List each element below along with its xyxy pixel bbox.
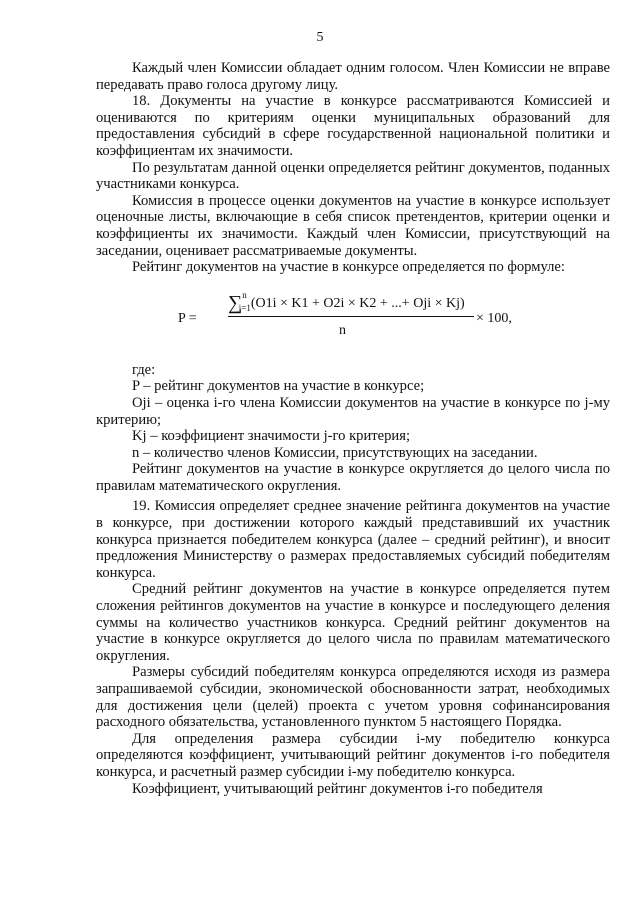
sum-lower-limit: i=1 (238, 302, 251, 313)
definitions-block (96, 362, 610, 495)
formula-numerator (228, 289, 465, 314)
definition-line: Oji – оценка i-го члена Комиссии документов на участие в конкурсе по j-му критерию; (96, 394, 610, 428)
definition-line: где: (132, 361, 156, 378)
definition-line: Kj – коэффициент значимости j-го критерия; (132, 428, 410, 445)
numerator-expression: (O1i × K1 + O2i × K2 + ...+ Oji × Kj) (250, 295, 465, 311)
page-number: 5 (316, 30, 324, 45)
sum-symbol: ∑ (228, 291, 243, 314)
paragraph: По результатам данной оценки определяется рейтинг документов, поданных участниками конкурса. (96, 159, 610, 193)
paragraph: Для определения размера субсидии i-му победителю конкурса определяются коэффициент, учитывающий рейтинг документов i-го победителя конкурса, и расчетный размер субсидии i-му победителю конкурса. (96, 730, 610, 780)
definition-line: P – рейтинг документов на участие в конкурсе; (132, 378, 425, 395)
rating-formula (96, 284, 610, 362)
paragraph: 19. Комиссия определяет среднее значение рейтинга документов на участие в конкурсе, при достижении которого каждый представивший их участник конкурса признается победителем конкурса (далее – средний рейтинг), и вносит предложения Министерству о размерах предоставляемых субсидий победителям конкурса. (96, 498, 610, 581)
formula-denominator: n (339, 322, 346, 338)
fraction-bar (228, 316, 474, 317)
paragraph: Каждый член Комиссии обладает одним голосом. Член Комиссии не вправе передавать право голоса другому лицу. (96, 60, 610, 93)
document-body (96, 60, 610, 797)
definition-line: Рейтинг документов на участие в конкурсе округляется до целого числа по правилам математического округления. (96, 461, 610, 494)
paragraph: Средний рейтинг документов на участие в конкурсе определяется путем сложения рейтингов документов на участие в конкурсе и последующего деления суммы на количество участников конкурса. Средний рейтинг документов на участие в конкурсе округляется до целого числа по правилам математического округления. (96, 581, 610, 664)
text-block-bottom (96, 498, 610, 797)
paragraph: Коэффициент, учитывающий рейтинг документов i-го победителя (132, 780, 543, 797)
formula-lhs: P = (178, 310, 197, 326)
formula-multiplier: × 100, (476, 310, 512, 326)
sum-upper-limit: n (242, 289, 247, 300)
paragraph: Размеры субсидий победителям конкурса определяются исходя из размера запрашиваемой субсидии, экономической обоснованности затрат, необходимых для достижения цели (целей) проекта с учетом уровня софинансирования расходного обязательства, установленного пунктом 5 настоящего Порядка. (96, 664, 610, 731)
paragraph: Комиссия в процессе оценки документов на участие в конкурсе использует оценочные листы, включающие в себя список претендентов, критерии оценки и коэффициенты их значимости. Каждый член Комиссии, присутствующий на заседании, оценивает рассматриваемые документы. (96, 192, 610, 259)
paragraph: 18. Документы на участие в конкурсе рассматриваются Комиссией и оцениваются по критериям оценки муниципальных образований для предоставления субсидий в сфере государственной национальной политики и коэффициентам их значимости. (96, 93, 610, 159)
definition-line: n – количество членов Комиссии, присутствующих на заседании. (132, 444, 538, 461)
text-block-top (96, 60, 610, 276)
paragraph: Рейтинг документов на участие в конкурсе определяется по формуле: (132, 259, 565, 276)
